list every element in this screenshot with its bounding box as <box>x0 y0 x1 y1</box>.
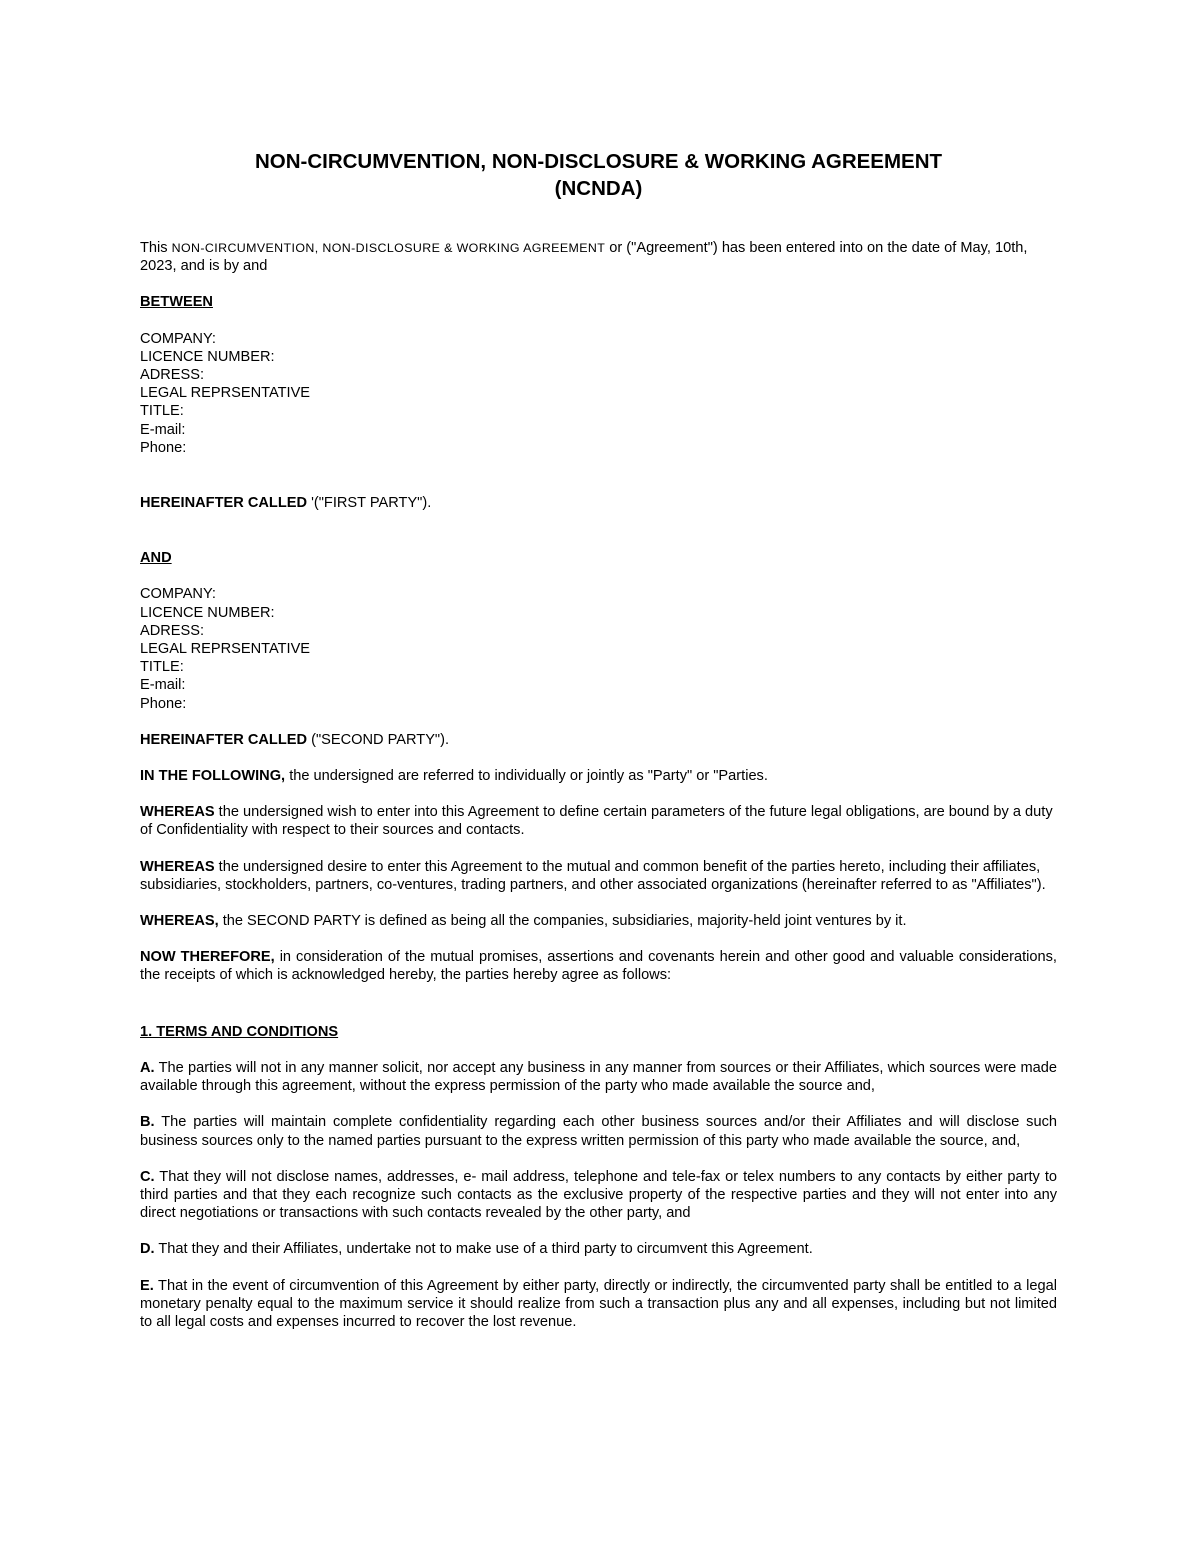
whereas-text: the undersigned desire to enter this Agreement to the mutual and common benefit of the parties hereto, including their affiliates, subsidiaries, stockholders, partners, co-ventures, trading partners, and other associated organizations (hereinafter referred to as "Affiliates"). <box>140 858 1046 893</box>
second-party-called-label: HEREINAFTER CALLED <box>140 731 308 748</box>
field-company: COMPANY: <box>140 330 216 347</box>
whereas-text: the undersigned wish to enter into this Agreement to define certain parameters of the future legal obligations, are bound by a duty of Confidentiality with respect to their sources and contacts. <box>140 804 1053 839</box>
following-label: IN THE FOLLOWING, <box>140 768 286 785</box>
field-email: E-mail: <box>140 677 186 694</box>
title-line-2: (NCNDA) <box>554 177 643 200</box>
clause-e <box>140 1277 1057 1332</box>
following-paragraph <box>140 767 1057 785</box>
field-phone: Phone: <box>140 695 187 712</box>
following-text: the undersigned are referred to individually or jointly as "Party" or "Parties. <box>289 768 768 785</box>
whereas-label: WHEREAS <box>140 858 215 875</box>
whereas-label: WHEREAS <box>140 804 215 821</box>
clause-d <box>140 1240 1057 1258</box>
clause-text: The parties will maintain complete confidentiality regarding each other business sources and/or their Affiliates and will disclose such business sources only to the named parties pursuant to the express written permission of this party who made available the source, and, <box>140 1114 1057 1149</box>
clause-text: That in the event of circumvention of this Agreement by either party, directly or indirectly, the circumvented party shall be entitled to a legal monetary penalty equal to the maximum service it should realize from such a transaction plus any and all expenses, including but not limited to all legal costs and expenses incurred to recover the lost revenue. <box>140 1277 1057 1330</box>
second-party-called <box>140 731 1057 749</box>
first-party-called-text: '("FIRST PARTY"). <box>311 495 432 512</box>
field-licence-number: LICENCE NUMBER: <box>140 348 275 365</box>
whereas-paragraph-2 <box>140 858 1057 894</box>
clause-text: The parties will not in any manner solicit, nor accept any business in any manner from sources or their Affiliates, which sources were made available through this agreement, without the express permission of the party who made available the source and, <box>140 1059 1057 1095</box>
clause-label: A. <box>140 1059 155 1076</box>
document-page <box>140 148 1057 1331</box>
clause-text: That they and their Affiliates, undertake not to make use of a third party to circumvent this Agreement. <box>158 1241 813 1258</box>
intro-prefix: This <box>140 240 168 256</box>
between-heading: BETWEEN <box>140 294 213 311</box>
and-heading: AND <box>140 550 172 567</box>
first-party-fields <box>140 330 1057 457</box>
intro-agreement-name: NON-CIRCUMVENTION, NON-DISCLOSURE & WORKING AGREEMENT <box>171 241 606 255</box>
field-title: TITLE: <box>140 403 184 420</box>
field-address: ADRESS: <box>140 622 205 639</box>
field-licence-number: LICENCE NUMBER: <box>140 604 275 621</box>
field-email: E-mail: <box>140 421 186 438</box>
field-legal-representative: LEGAL REPRSENTATIVE <box>140 641 311 658</box>
clause-c <box>140 1168 1057 1223</box>
now-therefore-text: in consideration of the mutual promises, assertions and covenants herein and other good and valuable considerations, the receipts of which is acknowledged hereby, the parties hereby agree as follows: <box>140 949 1057 984</box>
clause-label: C. <box>140 1168 155 1185</box>
clause-b <box>140 1113 1057 1149</box>
whereas-paragraph-1 <box>140 803 1057 839</box>
clause-label: D. <box>140 1241 155 1258</box>
section-1-heading: 1. TERMS AND CONDITIONS <box>140 1023 339 1040</box>
clause-label: B. <box>140 1114 155 1131</box>
field-legal-representative: LEGAL REPRSENTATIVE <box>140 385 311 402</box>
field-company: COMPANY: <box>140 586 216 603</box>
intro-paragraph <box>140 239 1057 275</box>
field-phone: Phone: <box>140 439 187 456</box>
first-party-called <box>140 494 1057 512</box>
title-line-1: NON-CIRCUMVENTION, NON-DISCLOSURE & WORKING AGREEMENT <box>254 150 943 173</box>
now-therefore-paragraph <box>140 948 1057 984</box>
clause-a <box>140 1059 1057 1095</box>
second-party-fields <box>140 585 1057 712</box>
whereas-label: WHEREAS, <box>140 913 219 930</box>
document-title <box>140 148 1057 202</box>
now-therefore-label: NOW THEREFORE, <box>140 949 275 966</box>
first-party-called-label: HEREINAFTER CALLED <box>140 495 308 512</box>
clause-text: That they will not disclose names, addresses, e- mail address, telephone and tele-fax or telex numbers to any contacts by either party to third parties and that they each recognize such contacts as the exclusive property of the respective parties and they will not enter into any direct negotiations or transactions with such contacts revealed by the other party, and <box>140 1168 1057 1222</box>
field-address: ADRESS: <box>140 367 205 384</box>
intro-rest: or ("Agreement") has been entered into on the date of May, 10th, 2023, and is by and <box>140 240 1028 275</box>
field-title: TITLE: <box>140 659 184 676</box>
whereas-text: the SECOND PARTY is defined as being all the companies, subsidiaries, majority-held joint ventures by it. <box>222 913 907 930</box>
clause-label: E. <box>140 1277 154 1294</box>
second-party-called-text: ("SECOND PARTY"). <box>311 731 450 748</box>
whereas-paragraph-3 <box>140 912 1057 930</box>
